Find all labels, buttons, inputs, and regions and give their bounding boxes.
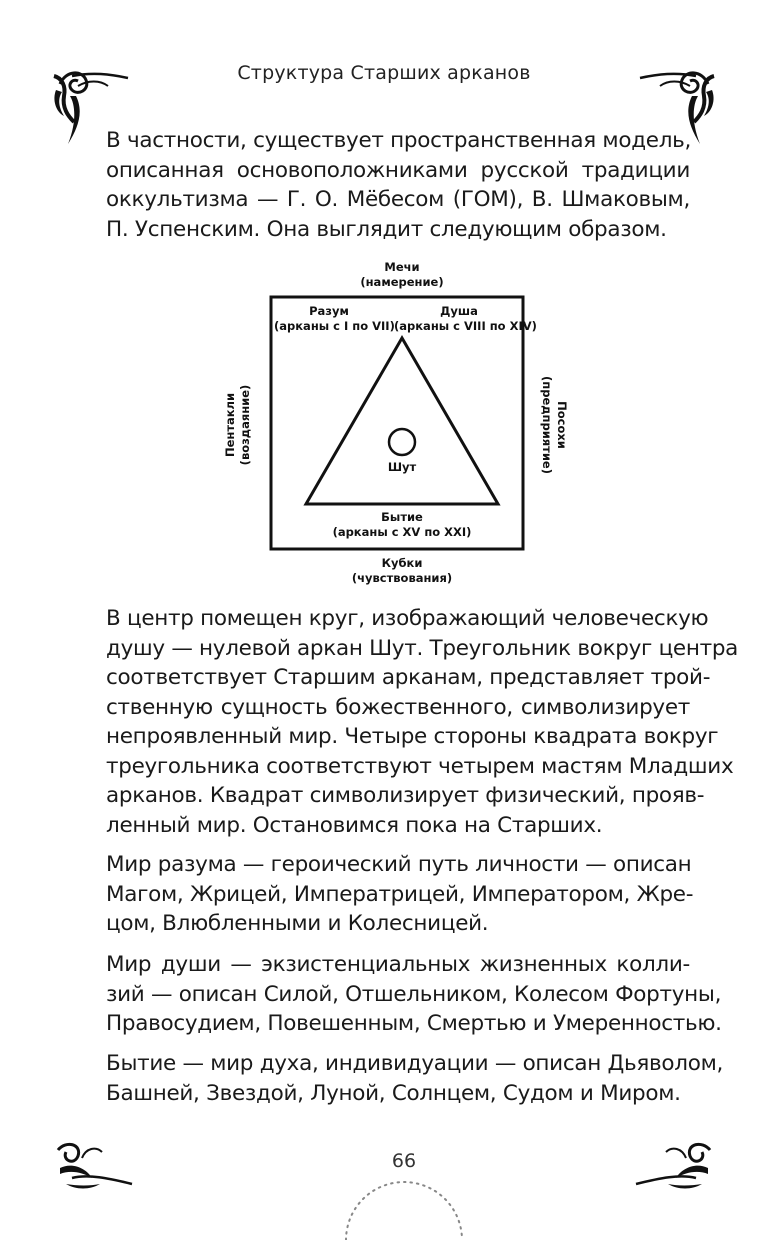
center-circle: [389, 429, 415, 455]
corner-ornament-bottom-right: [632, 1138, 716, 1194]
label-mind: Разум (арканы с I по VII): [274, 304, 395, 333]
text-line: Бытие — мир духа, индивидуации — описан Дьяволом,: [106, 1051, 724, 1076]
label-fool: Шут: [387, 460, 417, 474]
text-line: непроявленный мир. Четыре стороны квадрата вокруг: [106, 724, 719, 749]
text-line: Мир души — экзистенциальных жизненных колли-: [106, 952, 690, 977]
text-line: соответствует Старшим арканам, представляет трой-: [106, 665, 711, 690]
text-line: Мир разума — героический путь личности — описан: [106, 852, 692, 877]
text-line: арканов. Квадрат символизирует физический, прояв-: [106, 783, 705, 808]
arcana-diagram: [222, 254, 582, 594]
running-header: Структура Старших арканов: [237, 62, 531, 84]
text-line: Магом, Жрицей, Императрицей, Императором, Жре-: [106, 881, 694, 907]
text-line: душу — нулевой аркан Шут. Треугольник вокруг центра: [106, 635, 739, 661]
page-number: 66: [391, 1150, 417, 1172]
text-line: оккультизма — Г. О. Мёбесом (ГОМ), В. Шмаковым,: [106, 187, 690, 212]
text-line: ленный мир. Остановимся пока на Старших.: [106, 812, 603, 838]
text-line: треугольника соответствуют четырем мастям Младших: [106, 753, 734, 779]
text-line: цом, Влюбленными и Колесницей.: [106, 911, 489, 936]
corner-ornament-bottom-left: [52, 1138, 136, 1194]
paragraph-soul-world: [106, 950, 722, 1039]
label-soul: Душа (арканы с VIII по XIV): [394, 304, 537, 333]
text-line: ственную сущность божественного, символизирует: [106, 694, 690, 720]
text-line: Башней, Звездой, Луной, Солнцем, Судом и Миром.: [106, 1080, 681, 1106]
text-line: Правосудием, Повешенным, Смертью и Умеренностью.: [106, 1011, 722, 1036]
paragraph-being: [106, 1049, 724, 1108]
paragraph-mind-world: [106, 850, 694, 939]
intro-paragraph: [106, 126, 690, 244]
label-being: Бытие (арканы с XV по XXI): [332, 510, 472, 539]
paragraph-center-description: [106, 604, 739, 840]
label-swords: Мечи (намерение): [360, 260, 444, 289]
text-line: В частности, существует пространственная модель,: [106, 128, 692, 153]
triangle: [306, 338, 498, 504]
text-line: П. Успенским. Она выглядит следующим образом.: [106, 216, 667, 242]
label-wands: Посохи (предприятие): [540, 376, 569, 474]
label-cups: Кубки (чувствования): [351, 556, 453, 585]
text-line: В центр помещен круг, изображающий человеческую: [106, 606, 709, 631]
text-line: описанная основоположниками русской традиции: [106, 157, 690, 183]
text-line: зий — описан Силой, Отшельником, Колесом Фортуны,: [106, 981, 722, 1007]
label-pentacles: Пентакли (воздаяние): [223, 384, 252, 466]
